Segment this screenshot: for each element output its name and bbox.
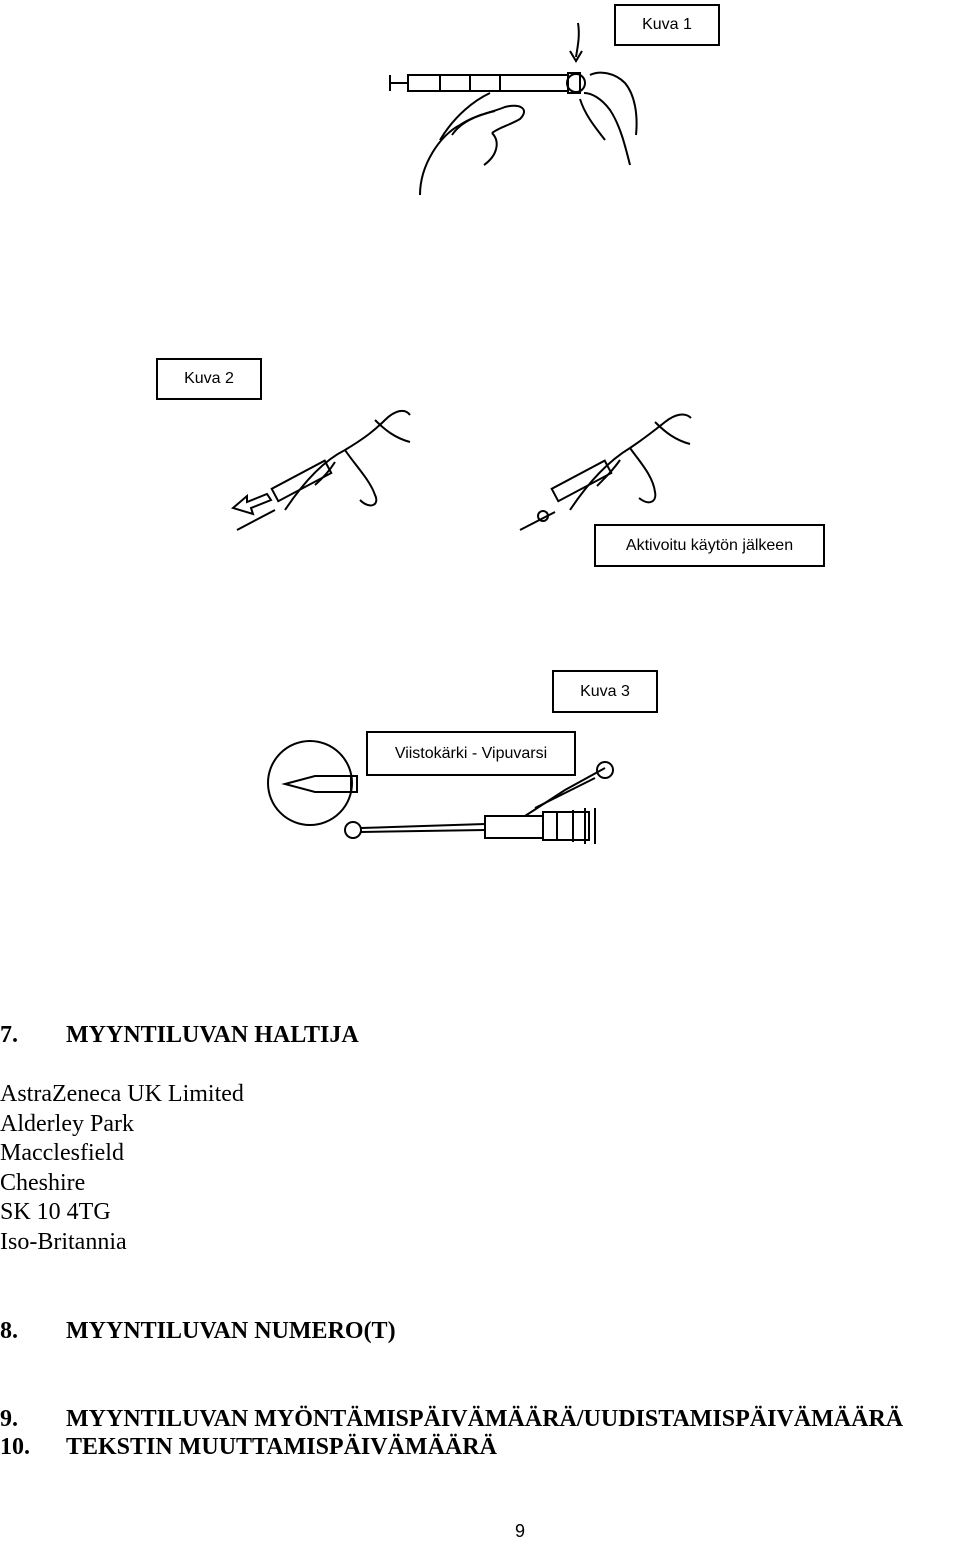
figure-3-label: Kuva 3 xyxy=(552,670,658,713)
address-line: Alderley Park xyxy=(0,1110,134,1137)
figure-1-label: Kuva 1 xyxy=(614,4,720,46)
section-title: MYYNTILUVAN MYÖNTÄMISPÄIVÄMÄÄRÄ/UUDISTAMISPÄIVÄMÄÄRÄ xyxy=(66,1406,904,1432)
figure-2-illustration xyxy=(225,400,735,540)
address-line: Iso-Britannia xyxy=(0,1228,127,1255)
figure-2-caption: Aktivoitu käytön jälkeen xyxy=(594,524,825,567)
address-line: SK 10 4TG xyxy=(0,1199,111,1225)
section-title: MYYNTILUVAN HALTIJA xyxy=(66,1022,359,1048)
address-line: Cheshire xyxy=(0,1169,86,1196)
section-title: MYYNTILUVAN NUMERO(T) xyxy=(66,1318,396,1344)
holder-address xyxy=(0,1080,244,1257)
section-title: TEKSTIN MUUTTAMISPÄIVÄMÄÄRÄ xyxy=(66,1434,497,1460)
section-number: 10. xyxy=(0,1434,30,1460)
address-line: Macclesfield xyxy=(0,1140,124,1166)
page-number: 9 xyxy=(514,1521,525,1541)
section-number: 8. xyxy=(0,1318,18,1344)
figure-2-label: Kuva 2 xyxy=(156,358,262,400)
figure-3-caption: Viistokärki - Vipuvarsi xyxy=(366,731,576,776)
address-line: AstraZeneca UK Limited xyxy=(0,1081,244,1107)
section-number: 9. xyxy=(0,1406,18,1432)
section-number: 7. xyxy=(0,1022,18,1048)
